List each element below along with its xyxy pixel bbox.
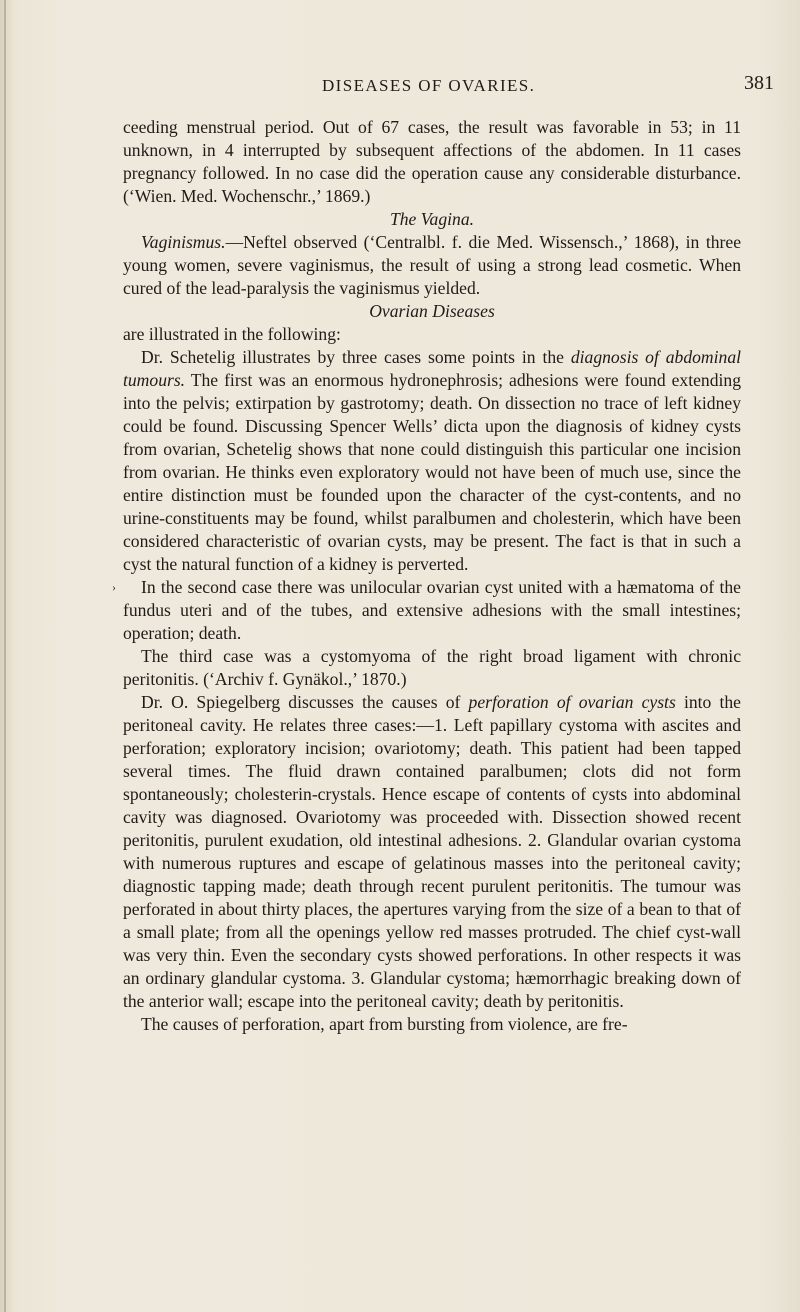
third-case-paragraph: The third case was a cystomyoma of the right broad ligament with chronic peritonitis. (‘Archiv f. Gynäkol.,’ 1870.) — [123, 646, 741, 689]
spiegelberg-emphasis: perforation of ovarian cysts — [468, 692, 676, 712]
vaginismus-text: —Neftel observed (‘Centralbl. f. die Med. Wissensch.,’ 1868), in three young women, severe vaginismus, the result of using a strong lead cosmetic. When cured of the lead-paralysis the vaginismus yielded. — [123, 232, 741, 298]
schetelig-emphasis: diagnosis of abdominal tumours. — [123, 347, 741, 390]
section-heading-vagina: The Vagina. — [389, 209, 475, 229]
page-number: 381 — [744, 72, 774, 94]
second-case-paragraph: In the second case there was unilocular ovarian cyst united with a hæmatoma of the fundus uteri and of the tubes, and extensive adhesions with the small intestines; operation; death. — [123, 577, 741, 643]
schetelig-text-1: Dr. Schetelig illustrates by three cases some points in the — [141, 347, 571, 367]
binding-gutter — [4, 0, 6, 1312]
vaginismus-paragraph — [123, 231, 741, 300]
spiegelberg-text-1: Dr. O. Spiegelberg discusses the causes of — [141, 692, 469, 712]
page-header — [0, 72, 800, 102]
running-title: DISEASES OF OVARIES. — [322, 76, 536, 95]
following-paragraph: are illustrated in the following: — [123, 324, 341, 344]
spiegelberg-text-2: into the peritoneal cavity. He relates three cases:—1. Left papillary cystoma with ascites and perforation; exploratory incision; ovariotomy; death. This patient had been tapped several times. The fluid drawn contained paralbumen; clots did not form spontaneously; cholesterin-crystals. Hence escape of contents of cysts into abdominal cavity was diagnosed. Ovariotomy was proceeded with. Dissection showed recent peritonitis, purulent exudation, old intestinal adhesions. 2. Glandular ovarian cystoma with numerous ruptures and escape of gelatinous masses into the peritoneal cavity; diagnostic tapping made; death through recent purulent peritonitis. The tumour was perforated in about thirty places, the apertures varying from the size of a bean to that of a small plate; from all the openings yellow red masses protruded. The chief cyst-wall was very thin. Even the secondary cysts showed perforations. In other respects it was an ordinary glandular cystoma. 3. Glandular cystoma; hæmorrhagic breaking down of the anterior wall; escape into the peritoneal cavity; death by peritonitis. — [123, 692, 741, 1011]
margin-mark: › — [112, 580, 116, 594]
section-heading-ovarian-diseases: Ovarian Diseases — [369, 301, 495, 321]
schetelig-paragraph — [123, 346, 741, 576]
closing-paragraph: The causes of perforation, apart from bursting from violence, are fre- — [141, 1014, 628, 1034]
spiegelberg-paragraph — [123, 691, 741, 1013]
schetelig-text-2: The first was an enormous hydronephrosis; adhesions were found extending into the pelvis; extirpation by gastrotomy; death. On dissection no trace of left kidney could be found. Discussing Spencer Wells’ dicta upon the diagnosis of kidney cysts from ovarian, Schetelig shows that none could distinguish this particular one incision from ovarian. He thinks even exploratory would not have been of much use, since the entire distinction must be founded upon the character of the cyst-contents, and no urine-constituents may be found, whilst paralbumen and cholesterin, which have been considered characteristic of ovarian cysts, may be present. The fact is that in such a cyst the natural function of a kidney is perverted. — [123, 370, 741, 574]
intro-paragraph: ceeding menstrual period. Out of 67 cases, the result was favorable in 53; in 11 unknown, in 4 interrupted by subsequent affections of the abdomen. In 11 cases pregnancy followed. In no case did the operation cause any considerable disturbance. (‘Wien. Med. Wochenschr.,’ 1869.) — [123, 117, 741, 206]
vaginismus-term: Vaginismus. — [141, 232, 226, 252]
body-text — [123, 116, 741, 1036]
